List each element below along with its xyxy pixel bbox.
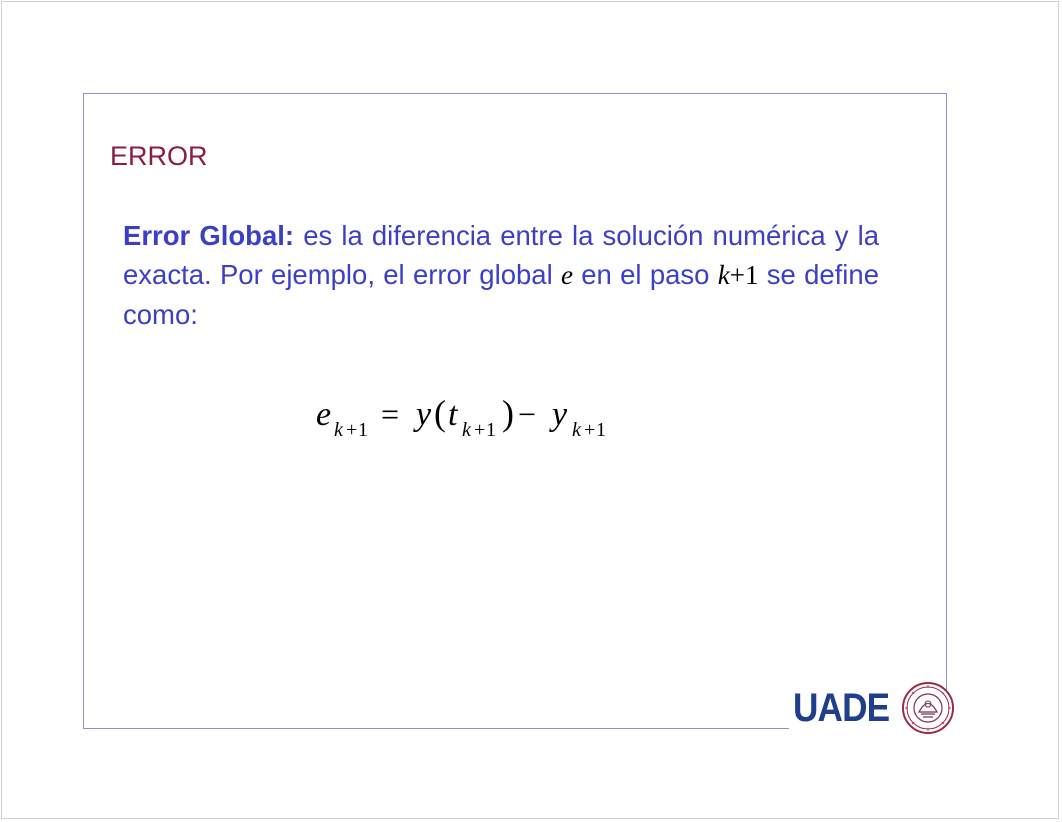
- inline-math-k-plus-1: [718, 260, 759, 290]
- slide-title: ERROR: [110, 141, 208, 171]
- formula-sub-one-1: 1: [358, 419, 368, 441]
- formula-svg: [316, 392, 636, 448]
- formula-y: y: [416, 396, 432, 433]
- uade-logo: [791, 680, 957, 738]
- formula-sub-one-2: 1: [486, 419, 496, 441]
- definition-text-1: es la diferencia entre la solución numérica y la exacta. Por ejemplo, el error global: [123, 220, 879, 290]
- formula-sub-k-1: k: [334, 419, 343, 441]
- uade-wordmark: UADE: [793, 686, 890, 730]
- definition-text-2: en el paso: [572, 259, 718, 290]
- formula-sub-plus-1: +: [346, 419, 358, 441]
- formula-e: e: [316, 396, 332, 433]
- definition-paragraph: [123, 216, 879, 334]
- formula-sub-plus-3: +: [584, 419, 596, 441]
- inline-var-k: k: [717, 260, 730, 290]
- formula-y-2: y: [552, 396, 568, 433]
- formula-sub-plus-2: +: [474, 419, 486, 441]
- inline-plus-one: +1: [729, 260, 759, 290]
- formula-t: t: [448, 396, 458, 433]
- formula-lparen: (: [434, 393, 446, 433]
- formula-minus: −: [518, 396, 537, 432]
- inline-var-e: e: [560, 260, 573, 290]
- global-error-formula: [316, 392, 636, 448]
- definition-term: Error Global:: [123, 220, 295, 251]
- inline-math-e: [561, 260, 573, 290]
- formula-equals: =: [381, 396, 400, 432]
- formula-sub-k-2: k: [462, 419, 471, 441]
- formula-sub-one-3: 1: [596, 419, 606, 441]
- university-seal-icon: [901, 681, 955, 735]
- formula-sub-k-3: k: [572, 419, 581, 441]
- definition-text-3: se define como:: [123, 259, 879, 330]
- formula-rparen: ): [502, 393, 514, 433]
